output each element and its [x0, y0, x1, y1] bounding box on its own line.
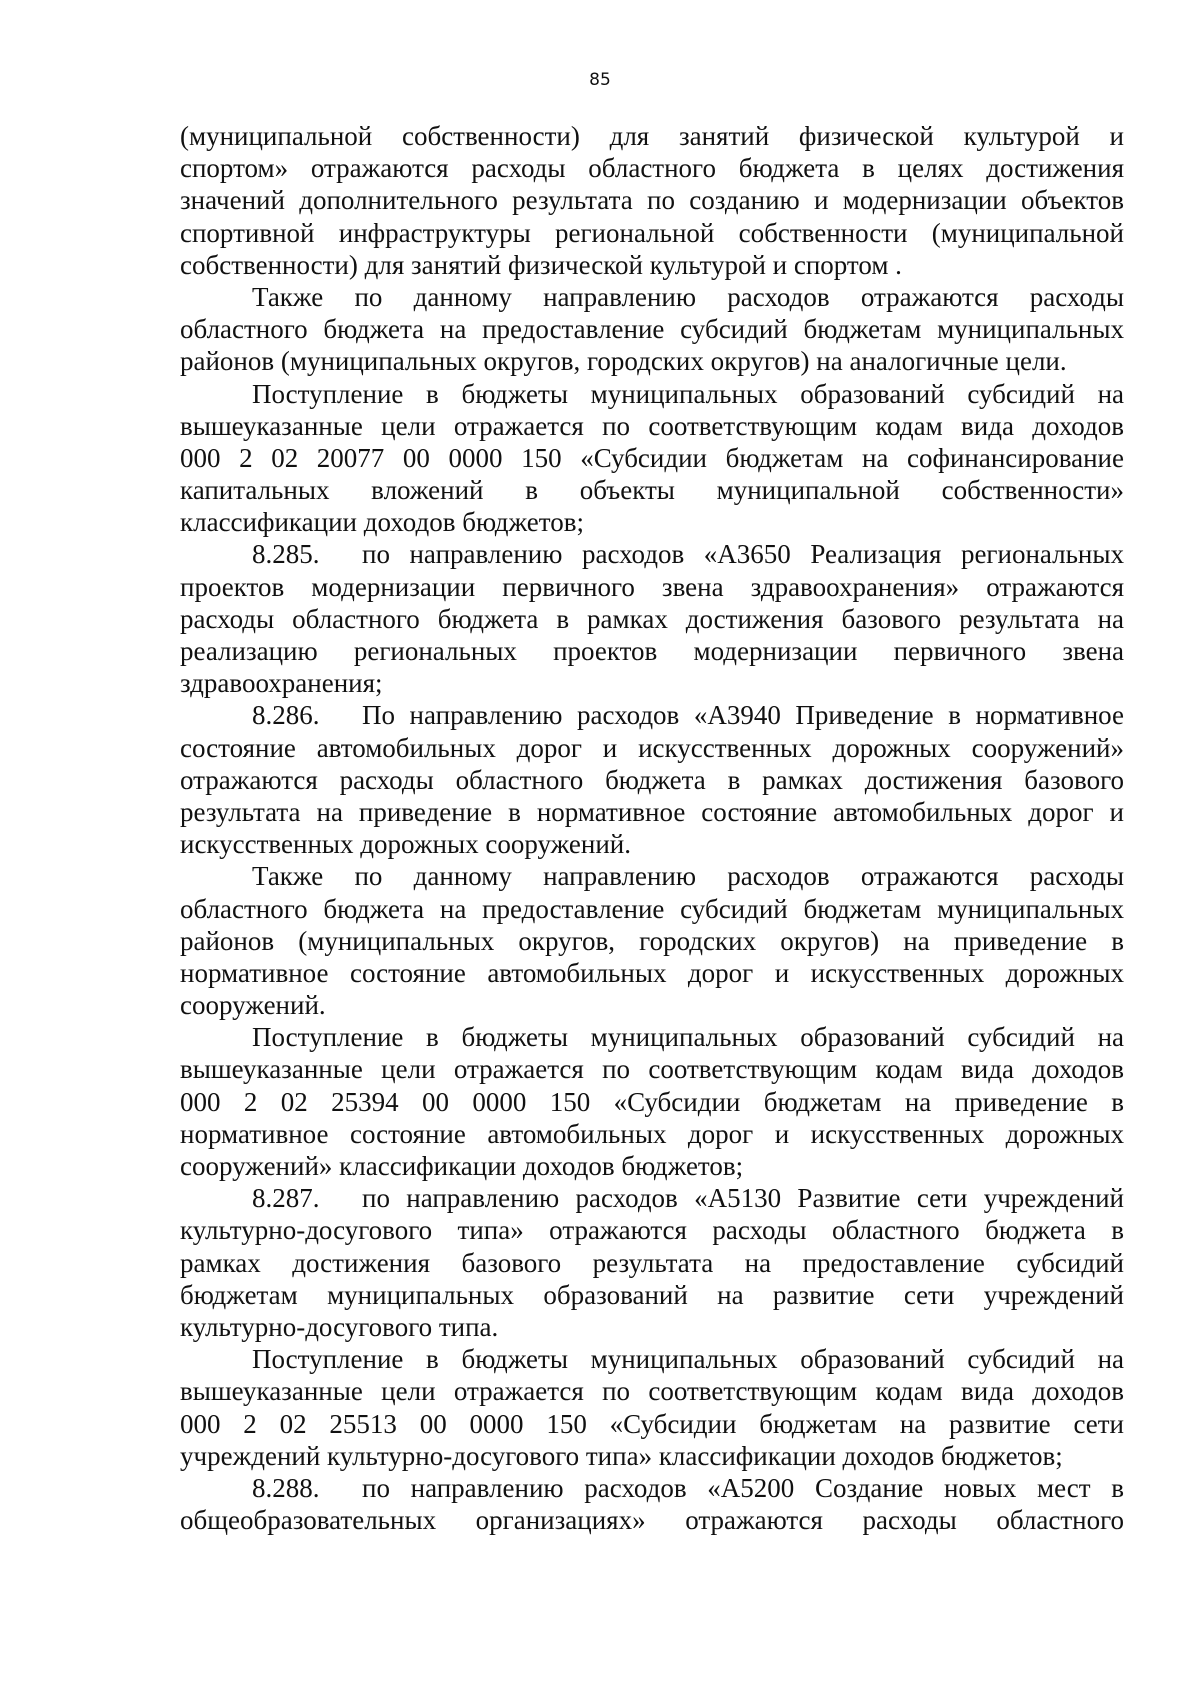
text-line: сооружений» классификации доходов бюджетов; — [180, 1151, 744, 1181]
text-line: областного бюджета на предоставление субсидий бюджетам муниципальных — [180, 314, 1124, 345]
text-line: бюджетам муниципальных образований на развитие сети учреждений — [180, 1279, 1124, 1310]
paragraph — [180, 1021, 1124, 1182]
text-line: состояние автомобильных дорог и искусственных дорожных сооружений» — [180, 732, 1124, 763]
text-line: Поступление в бюджеты муниципальных образований субсидий на — [252, 378, 1124, 409]
text-line: сооружений. — [180, 990, 326, 1021]
page-number: 85 — [589, 70, 611, 90]
text-line: Поступление в бюджеты муниципальных образований субсидий на — [252, 1022, 1124, 1053]
text-line: нормативное состояние автомобильных дорог и искусственных дорожных — [180, 1118, 1124, 1149]
text-line: культурно-досугового типа» отражаются расходы областного бюджета в — [180, 1215, 1124, 1246]
text-line: областного бюджета на предоставление субсидий бюджетам муниципальных — [180, 893, 1124, 924]
paragraph — [180, 120, 1124, 281]
text-line: культурно-досугового типа. — [180, 1311, 499, 1342]
text-line: Также по данному направлению расходов отражаются расходы — [252, 281, 1124, 312]
text-line: классификации доходов бюджетов; — [180, 507, 584, 538]
text-line — [180, 1472, 1124, 1504]
text-line: капитальных вложений в объекты муниципальной собственности» — [180, 475, 1124, 506]
paragraph — [180, 281, 1124, 378]
numbered-paragraph — [180, 1182, 1124, 1343]
numbered-paragraph — [180, 538, 1124, 699]
text-line: 000 2 02 20077 00 0000 150 «Субсидии бюджетам на софинансирование — [180, 442, 1124, 473]
text-line: Поступление в бюджеты муниципальных образований субсидий на — [252, 1344, 1124, 1375]
text-line: расходы областного бюджета в рамках достижения базового результата на — [180, 603, 1124, 634]
clause-text: По направлению расходов «А3940 Приведение в нормативное — [362, 700, 1124, 731]
clause-text: по направлению расходов «А5130 Развитие сети учреждений — [362, 1183, 1124, 1214]
text-line: нормативное состояние автомобильных дорог и искусственных дорожных — [180, 957, 1124, 988]
text-line: 000 2 02 25513 00 0000 150 «Субсидии бюджетам на развитие сети — [180, 1408, 1124, 1439]
text-line: общеобразовательных организациях» отражаются расходы областного — [180, 1505, 1124, 1536]
text-line: Также по данному направлению расходов отражаются расходы — [252, 861, 1124, 892]
text-line: районов (муниципальных округов, городских округов) на аналогичные цели. — [180, 346, 1067, 377]
text-line: спортом» отражаются расходы областного бюджета в целях достижения — [180, 153, 1124, 184]
text-line — [180, 699, 1124, 731]
text-line: рамках достижения базового результата на предоставление субсидий — [180, 1247, 1124, 1278]
clause-number: 8.288. — [252, 1472, 320, 1503]
text-line: значений дополнительного результата по созданию и модернизации объектов — [180, 185, 1124, 216]
text-line: результата на приведение в нормативное состояние автомобильных дорог и — [180, 796, 1124, 827]
text-line: спортивной инфраструктуры региональной собственности (муниципальной — [180, 217, 1124, 248]
text-line: районов (муниципальных округов, городских округов) на приведение в — [180, 925, 1124, 956]
paragraph — [180, 378, 1124, 539]
clause-text: по направлению расходов «А3650 Реализация региональных — [362, 539, 1124, 570]
paragraph — [180, 860, 1124, 1021]
text-line — [180, 1182, 1124, 1214]
text-line: вышеуказанные цели отражается по соответствующим кодам вида доходов — [180, 1054, 1124, 1085]
text-line: здравоохранения; — [180, 668, 383, 699]
document-body — [180, 120, 1124, 1536]
text-line: отражаются расходы областного бюджета в рамках достижения базового — [180, 764, 1124, 795]
clause-text: по направлению расходов «А5200 Создание новых мест в — [362, 1472, 1124, 1503]
text-line: вышеуказанные цели отражается по соответствующим кодам вида доходов — [180, 410, 1124, 441]
numbered-paragraph — [180, 1472, 1124, 1536]
text-line: проектов модернизации первичного звена здравоохранения» отражаются — [180, 571, 1124, 602]
text-line: вышеуказанные цели отражается по соответствующим кодам вида доходов — [180, 1376, 1124, 1407]
text-line: (муниципальной собственности) для занятий физической культурой и — [180, 121, 1124, 151]
numbered-paragraph — [180, 699, 1124, 860]
text-line: реализацию региональных проектов модернизации первичного звена — [180, 636, 1124, 666]
text-line — [180, 538, 1124, 570]
clause-number: 8.285. — [252, 539, 320, 570]
text-line: собственности) для занятий физической культурой и спортом . — [180, 249, 902, 280]
text-line: искусственных дорожных сооружений. — [180, 829, 632, 860]
clause-number: 8.287. — [252, 1183, 320, 1214]
paragraph — [180, 1343, 1124, 1472]
text-line: учреждений культурно-досугового типа» классификации доходов бюджетов; — [180, 1440, 1063, 1471]
text-line: 000 2 02 25394 00 0000 150 «Субсидии бюджетам на приведение в — [180, 1086, 1124, 1117]
clause-number: 8.286. — [252, 700, 320, 731]
